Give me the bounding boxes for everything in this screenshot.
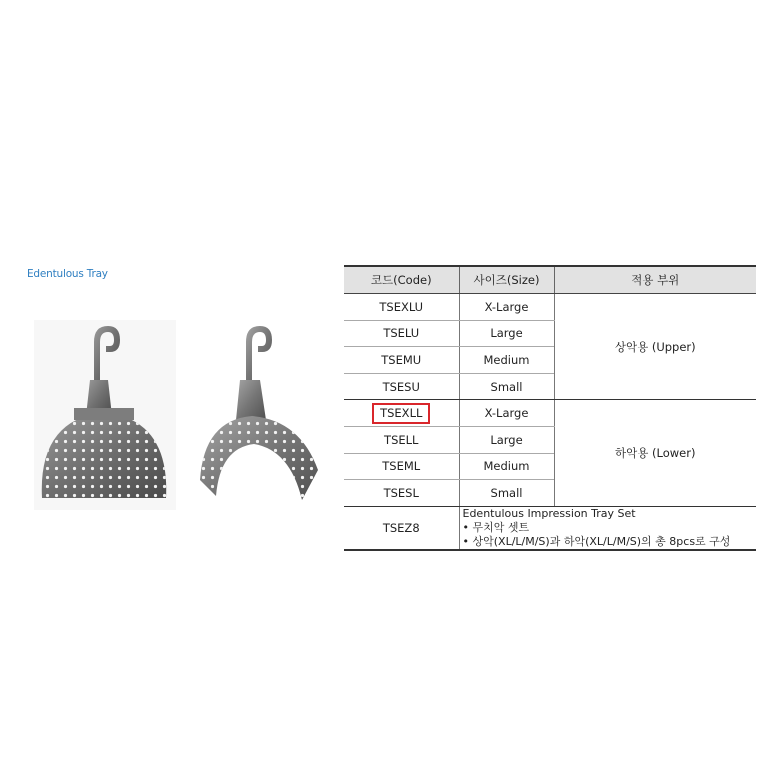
size-cell: Large	[459, 320, 554, 347]
upper-part-cell: 상악용 (Upper)	[554, 294, 756, 400]
size-cell: X-Large	[459, 400, 554, 427]
code-cell: TSEXLU	[344, 294, 459, 321]
section-title: Edentulous Tray	[27, 268, 108, 280]
code-cell: TSELU	[344, 320, 459, 347]
size-cell: Medium	[459, 453, 554, 480]
size-cell: X-Large	[459, 294, 554, 321]
highlight-box: TSEXLL	[372, 403, 430, 424]
upper-tray-image	[34, 320, 176, 510]
size-cell: Small	[459, 480, 554, 507]
set-code-cell: TSEZ8	[344, 506, 459, 550]
set-desc-line2: • 무치악 셋트	[462, 520, 530, 534]
header-code: 코드(Code)	[344, 266, 459, 294]
lower-part-cell: 하악용 (Lower)	[554, 400, 756, 506]
table-row	[344, 400, 756, 427]
size-cell: Large	[459, 426, 554, 453]
set-desc-line1: Edentulous Impression Tray Set	[462, 506, 636, 520]
header-size: 사이즈(Size)	[459, 266, 554, 294]
code-cell: TSEML	[344, 453, 459, 480]
table-header-row	[344, 266, 756, 294]
code-cell: TSESL	[344, 480, 459, 507]
header-part: 적용 부위	[554, 266, 756, 294]
code-cell-highlighted	[344, 400, 459, 427]
code-cell: TSELL	[344, 426, 459, 453]
set-desc-line3: • 상악(XL/L/M/S)과 하악(XL/L/M/S)의 총 8pcs로 구성	[462, 534, 731, 548]
product-spec-table	[344, 265, 756, 551]
size-cell: Small	[459, 373, 554, 400]
table-row	[344, 294, 756, 321]
code-cell: TSEMU	[344, 347, 459, 374]
set-row	[344, 506, 756, 550]
code-cell: TSESU	[344, 373, 459, 400]
size-cell: Medium	[459, 347, 554, 374]
set-description-cell	[459, 506, 756, 550]
lower-tray-image	[190, 320, 330, 510]
